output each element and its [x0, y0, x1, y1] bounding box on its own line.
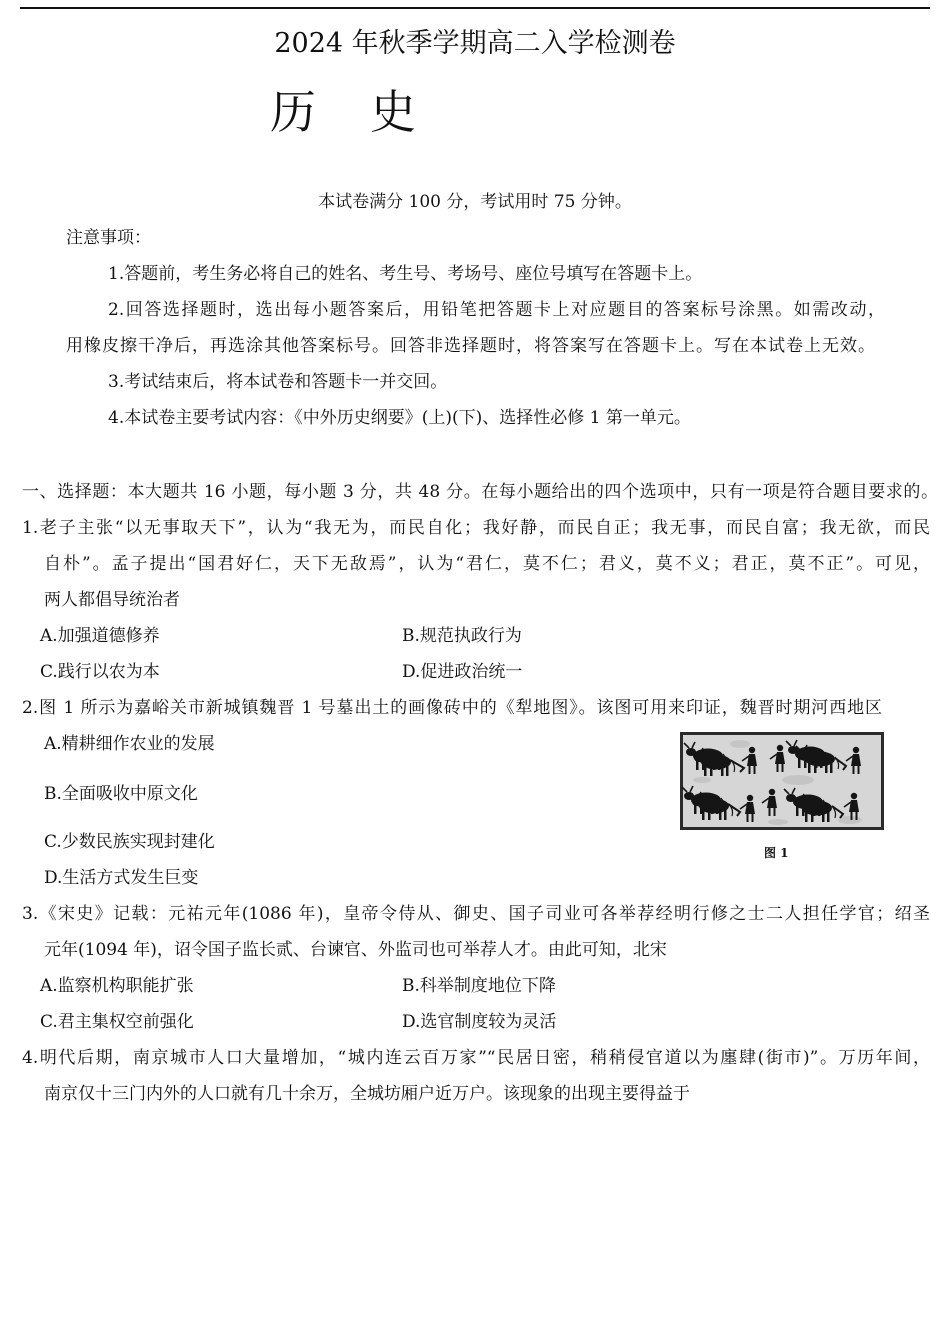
- question-4-stem-line-1: 4.明代后期，南京城市人口大量增加，“城内连云百万家”“民居日密，稍稍侵官道以为廛肆(街市)”。万历年间，: [22, 1048, 930, 1068]
- subject-char-1: 历: [270, 85, 316, 139]
- question-1-stem-line-2: 自朴”。孟子提出“国君好仁，天下无敌焉”，认为“君仁，莫不仁；君义，莫不义；君正，莫不正”。可见，: [44, 554, 930, 574]
- question-3-option-c: C.君主集权空前强化: [40, 1012, 194, 1032]
- question-1-option-a: A.加强道德修养: [40, 626, 160, 646]
- question-3-option-a: A.监察机构职能扩张: [40, 976, 194, 996]
- question-2-option-b: B.全面吸收中原文化: [44, 784, 198, 804]
- notice-line-5: 4.本试卷主要考试内容：《中外历史纲要》(上)(下)、选择性必修 1 第一单元。: [108, 408, 691, 428]
- question-3-option-d: D.选官制度较为灵活: [402, 1012, 557, 1032]
- question-3-option-b: B.科举制度地位下降: [402, 976, 556, 996]
- notice-line-4: 3.考试结束后，将本试卷和答题卡一并交回。: [108, 372, 448, 392]
- section-1-heading: 一、选择题：本大题共 16 小题，每小题 3 分，共 48 分。在每小题给出的四个选项中，只有一项是符合题目要求的。: [22, 482, 938, 502]
- question-1-stem-line-1: 1.老子主张“以无事取天下”，认为“我无为，而民自化；我好静，而民自正；我无事，而民自富；我无欲，而民: [22, 518, 930, 538]
- question-4-stem-line-2: 南京仅十三门内外的人口就有几十余万，全城坊厢户近万户。该现象的出现主要得益于: [44, 1084, 690, 1104]
- question-1-option-d: D.促进政治统一: [402, 662, 523, 682]
- question-2-option-a: A.精耕细作农业的发展: [44, 734, 215, 754]
- notice-line-3: 用橡皮擦干净后，再选涂其他答案标号。回答非选择题时，将答案写在答题卡上。写在本试卷上无效。: [66, 336, 875, 356]
- subject-char-2: 史: [370, 85, 416, 139]
- question-2-stem-line-1: 2.图 1 所示为嘉峪关市新城镇魏晋 1 号墓出土的画像砖中的《犁地图》。该图可用来印证，魏晋时期河西地区: [22, 698, 882, 718]
- question-3-stem-line-2: 元年(1094 年)，诏令国子监长贰、台谏官、外监司也可举荐人才。由此可知，北宋: [44, 940, 667, 960]
- question-1-option-c: C.践行以农为本: [40, 662, 160, 682]
- exam-title: 2024 年秋季学期高二入学检测卷: [274, 28, 676, 59]
- exam-info: 本试卷满分 100 分，考试用时 75 分钟。: [318, 192, 632, 212]
- figure-1-plowing-brick-image: [680, 732, 884, 830]
- top-rule: [20, 7, 930, 9]
- notice-line-1: 1.答题前，考生务必将自己的姓名、考生号、考场号、座位号填写在答题卡上。: [108, 264, 703, 284]
- figure-1-caption: 图 1: [764, 846, 789, 860]
- question-1-stem-line-3: 两人都倡导统治者: [44, 590, 180, 610]
- question-2-option-d: D.生活方式发生巨变: [44, 868, 199, 888]
- notice-line-2: 2.回答选择题时，选出每小题答案后，用铅笔把答题卡上对应题目的答案标号涂黑。如需改动，: [108, 300, 885, 320]
- question-2-option-c: C.少数民族实现封建化: [44, 832, 215, 852]
- question-1-option-b: B.规范执政行为: [402, 626, 522, 646]
- notice-heading: 注意事项：: [66, 228, 151, 248]
- question-3-stem-line-1: 3.《宋史》记载：元祐元年(1086 年)，皇帝令侍从、御史、国子司业可各举荐经明行修之士二人担任学官；绍圣: [22, 904, 930, 924]
